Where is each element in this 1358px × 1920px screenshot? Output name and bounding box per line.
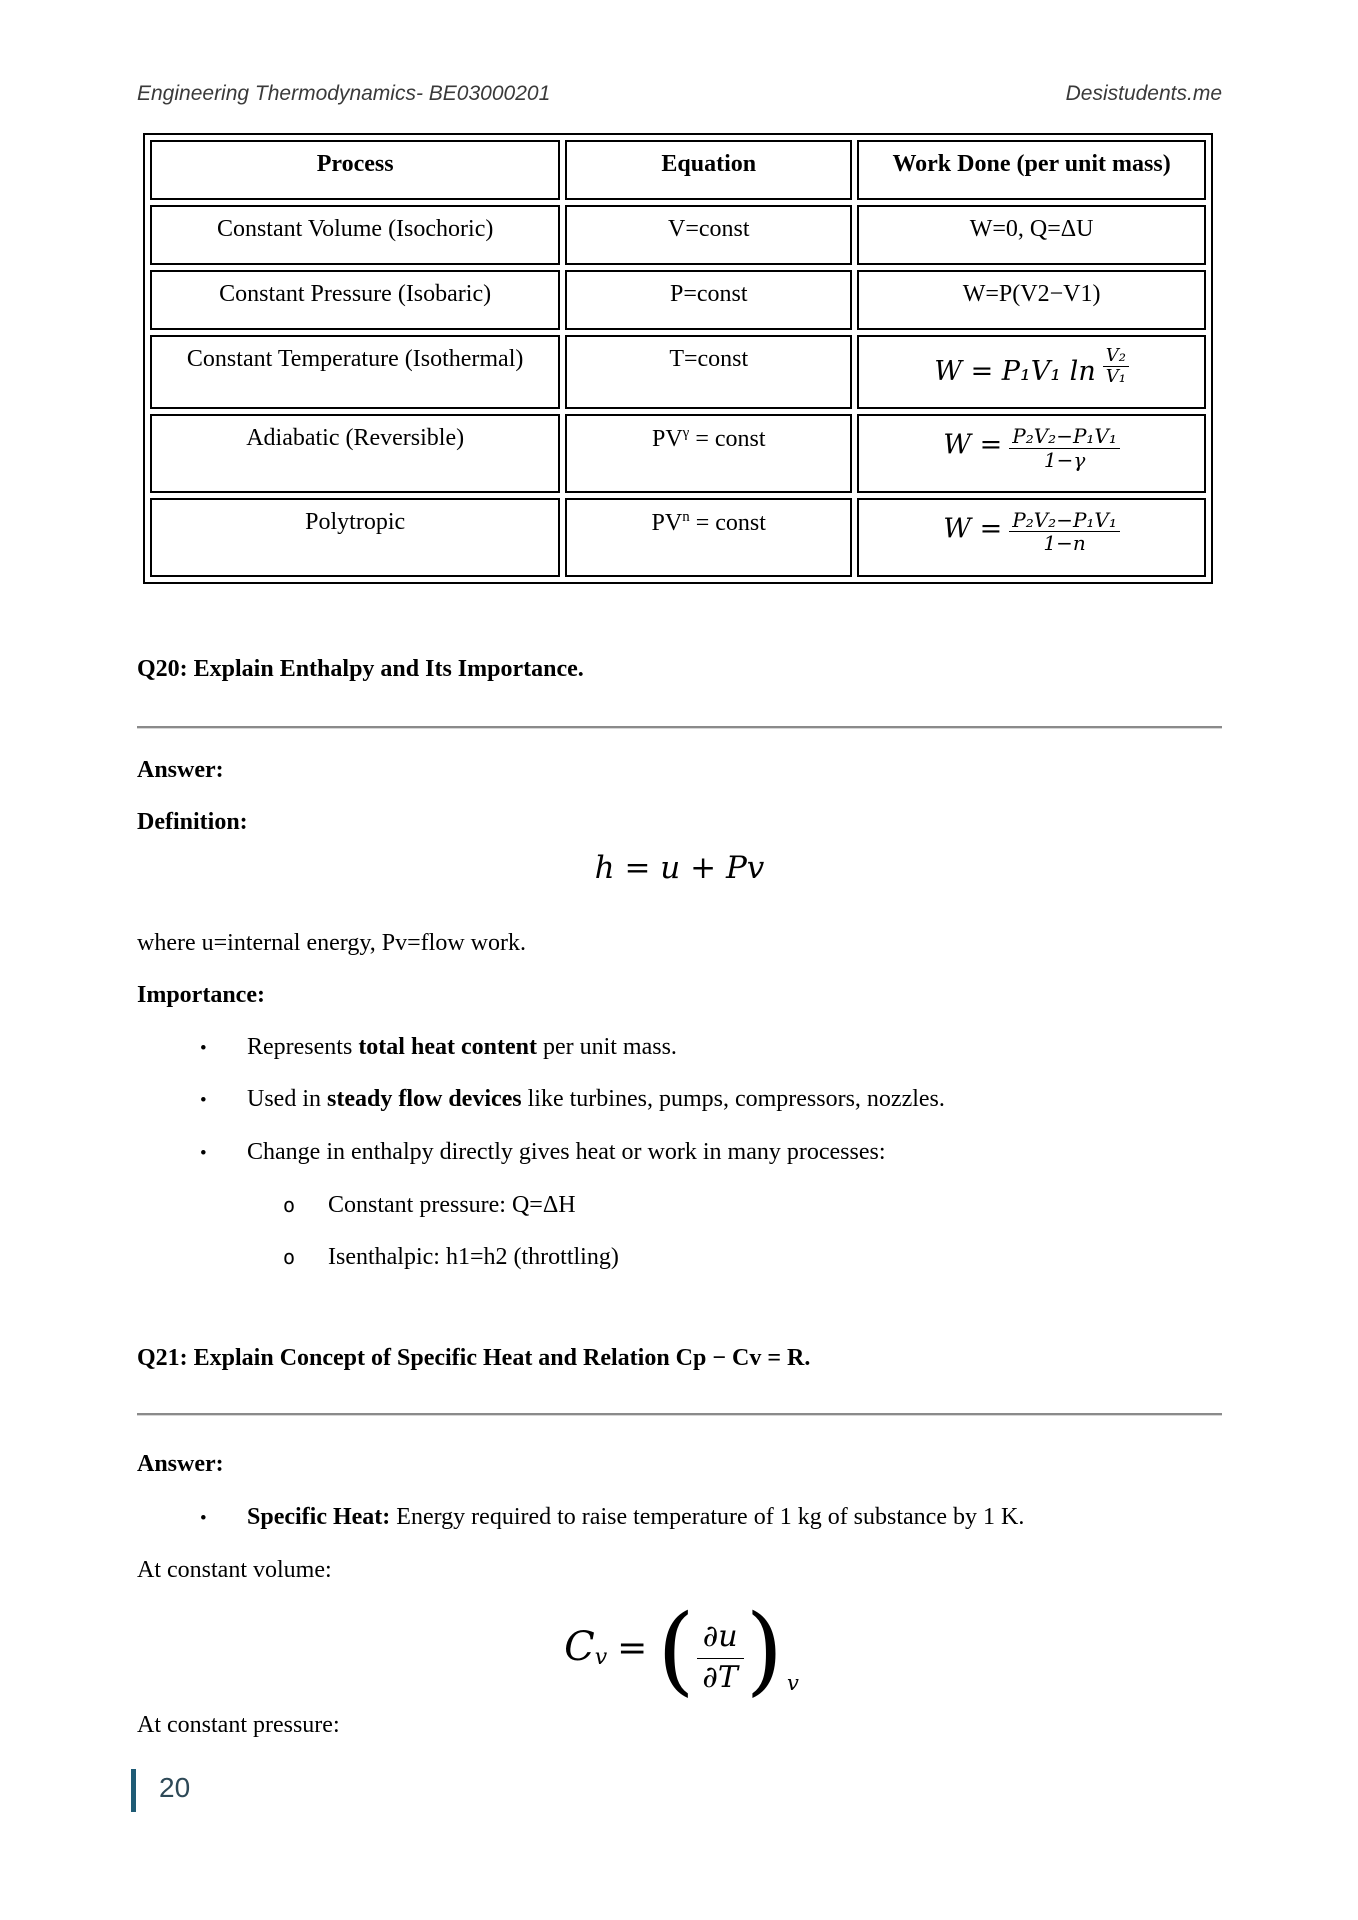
q20-definition-label: Definition:	[137, 809, 248, 835]
sub-bullet-1	[283, 1192, 576, 1219]
process-cell: Adiabatic (Reversible)	[150, 414, 560, 493]
page-number-bar	[131, 1769, 136, 1812]
work-cell: W=0, Q=ΔU	[857, 205, 1206, 265]
column-header-process: Process	[150, 140, 560, 200]
equation-cell: $PV^n$ = const	[565, 498, 852, 577]
fraction: $\frac{\text{V₂}}{\text{V₁}}$	[1103, 346, 1129, 387]
table-row	[150, 335, 1206, 409]
sub-bullet-text: Constant pressure: Q=ΔH	[328, 1192, 576, 1218]
left-paren: (	[657, 1594, 695, 1707]
importance-bullet-2	[200, 1086, 945, 1113]
circle-bullet-icon: o	[283, 1193, 296, 1217]
bullet-text: Specific Heat: Energy required to raise temperature of 1 kg of substance by 1 K.	[247, 1504, 1025, 1530]
importance-bullet-1	[200, 1034, 677, 1061]
bullet-icon: •	[200, 1508, 207, 1529]
process-cell: Constant Volume (Isochoric)	[150, 205, 560, 265]
work-cell	[857, 414, 1206, 493]
importance-bullet-3	[200, 1139, 886, 1166]
q21-heading: Q21: Explain Concept of Specific Heat and Relation Cp − Cv = R.	[137, 1345, 811, 1371]
column-header-equation: Equation	[565, 140, 852, 200]
table-row	[150, 498, 1206, 577]
work-formula: W =	[943, 513, 1003, 545]
equation-cell: V=const	[565, 205, 852, 265]
bullet-text: Change in enthalpy directly gives heat or work in many processes:	[247, 1139, 886, 1165]
header-course-title: Engineering Thermodynamics- BE03000201	[137, 82, 551, 105]
section-divider	[137, 1413, 1222, 1415]
right-paren: )	[745, 1594, 784, 1707]
specific-heat-bullet	[200, 1504, 1024, 1531]
q21-answer-label: Answer:	[137, 1451, 224, 1477]
circle-bullet-icon: o	[283, 1245, 296, 1269]
bullet-icon: •	[200, 1143, 207, 1164]
process-cell: Constant Temperature (Isothermal)	[150, 335, 560, 409]
fraction: $\frac{\text{P₂V₂−P₁V₁}}{1-n}$	[1009, 509, 1120, 555]
work-cell: W=P(V2−V1)	[857, 270, 1206, 330]
process-cell: Constant Pressure (Isobaric)	[150, 270, 560, 330]
q20-answer-label: Answer:	[137, 757, 224, 783]
enthalpy-formula: h = u + Pv	[594, 850, 765, 886]
bullet-icon: •	[200, 1038, 207, 1059]
cv-formula: $C_v$ = ( $\frac{\partial u}{\partial T}$ ) v	[564, 1594, 799, 1707]
work-cell	[857, 498, 1206, 577]
fraction: $\frac{\text{P₂V₂−P₁V₁}}{1-\gamma}$	[1009, 425, 1120, 471]
page-number: 20	[159, 1772, 191, 1803]
table-row	[150, 414, 1206, 493]
bullet-text: Used in steady flow devices like turbines, pumps, compressors, nozzles.	[247, 1086, 945, 1112]
equation-cell: T=const	[565, 335, 852, 409]
table-row	[150, 270, 1206, 330]
equation-cell: $PV^\gamma$ = const	[565, 414, 852, 493]
const-volume-label: At constant volume:	[137, 1557, 332, 1583]
table-row	[150, 205, 1206, 265]
enthalpy-where-line: where u=internal energy, Pv=flow work.	[137, 930, 526, 956]
cv-symbol: C	[564, 1623, 595, 1670]
section-divider	[137, 726, 1222, 728]
sub-bullet-2	[283, 1244, 619, 1271]
work-cell	[857, 335, 1206, 409]
table-header-row	[150, 140, 1206, 200]
process-cell: Polytropic	[150, 498, 560, 577]
bullet-text: Represents total heat content per unit mass.	[247, 1034, 677, 1060]
constant-volume-subscript: v	[787, 1670, 799, 1695]
equation-cell: P=const	[565, 270, 852, 330]
partial-derivative-fraction: $\frac{\partial u}{\partial T}$	[697, 1618, 744, 1694]
header-site-name: Desistudents.me	[1065, 82, 1222, 105]
column-header-work-done: Work Done (per unit mass)	[857, 140, 1206, 200]
q20-importance-label: Importance:	[137, 982, 265, 1008]
const-pressure-label: At constant pressure:	[137, 1712, 340, 1738]
q20-heading: Q20: Explain Enthalpy and Its Importance.	[137, 656, 584, 682]
page-header	[137, 82, 1222, 106]
sub-bullet-text: Isenthalpic: h1=h2 (throttling)	[328, 1244, 619, 1270]
work-formula: W = P₁V₁ ln	[934, 356, 1096, 388]
process-table	[143, 133, 1213, 584]
work-formula: W =	[943, 429, 1003, 461]
bullet-icon: •	[200, 1090, 207, 1111]
